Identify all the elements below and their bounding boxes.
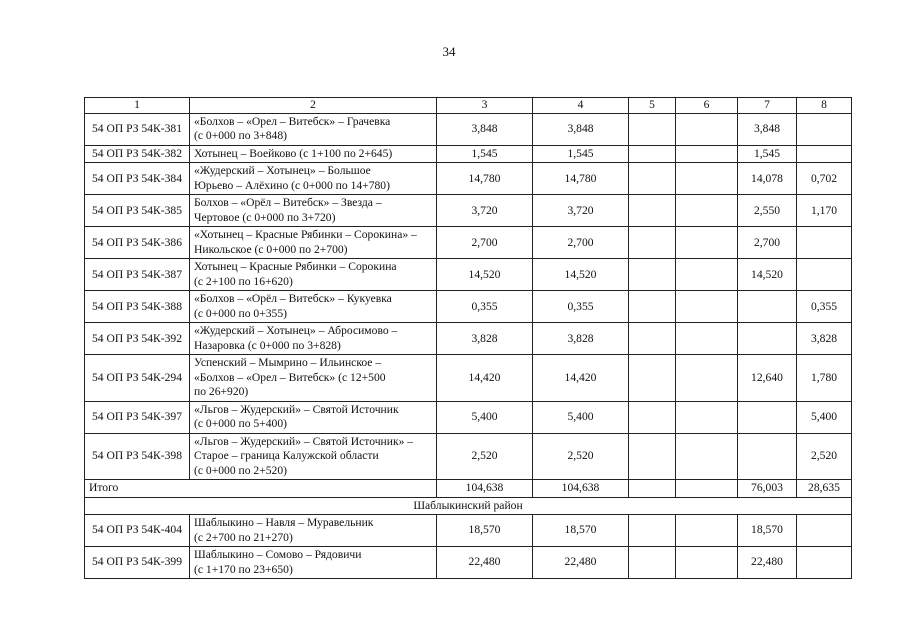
total-value-c6: [676, 480, 738, 497]
road-name-line: Хотынец – Воейково (с 1+100 по 2+645): [194, 146, 393, 160]
value-cell-c5: [629, 259, 676, 291]
road-code: 54 ОП РЗ 54К-397: [85, 401, 190, 433]
road-name-line: «Болхов – «Орел – Витебск» (с 12+500: [194, 370, 386, 384]
total-row: [85, 480, 852, 497]
road-name: [190, 291, 437, 323]
value-cell-c8: [797, 259, 852, 291]
value-cell-c5: [629, 291, 676, 323]
road-name: [190, 323, 437, 355]
total-value-c7: 76,003: [738, 480, 797, 497]
road-code: 54 ОП РЗ 54К-388: [85, 291, 190, 323]
road-name-line: «Льгов – Жудерский» – Святой Источник» –: [194, 434, 414, 448]
table-row: [85, 323, 852, 355]
value-cell-c7: 18,570: [738, 515, 797, 547]
value-cell-c3: 14,420: [437, 355, 533, 401]
value-cell-c7: 2,700: [738, 227, 797, 259]
value-cell-c8: 0,702: [797, 163, 852, 195]
value-cell-c7: [738, 291, 797, 323]
road-name: [190, 163, 437, 195]
road-name: [190, 259, 437, 291]
table-row: [85, 114, 852, 146]
road-name-line: (с 2+700 по 21+270): [194, 530, 293, 544]
road-name-line: (с 0+000 по 5+400): [194, 417, 288, 431]
value-cell-c4: 3,720: [533, 195, 629, 227]
value-cell-c6: [676, 323, 738, 355]
value-cell-c6: [676, 145, 738, 162]
value-cell-c6: [676, 259, 738, 291]
column-number: 8: [797, 98, 852, 114]
value-cell-c3: 5,400: [437, 401, 533, 433]
value-cell-c4: 2,520: [533, 433, 629, 479]
value-cell-c6: [676, 515, 738, 547]
road-code: 54 ОП РЗ 54К-399: [85, 547, 190, 579]
road-name-line: Хотынец – Красные Рябинки – Сорокина: [194, 260, 397, 274]
value-cell-c6: [676, 355, 738, 401]
column-number: 1: [85, 98, 190, 114]
value-cell-c7: 14,078: [738, 163, 797, 195]
value-cell-c8: [797, 515, 852, 547]
value-cell-c4: 14,780: [533, 163, 629, 195]
road-code: 54 ОП РЗ 54К-381: [85, 114, 190, 146]
column-number-header-row: [85, 98, 852, 114]
value-cell-c3: 2,520: [437, 433, 533, 479]
road-code: 54 ОП РЗ 54К-398: [85, 433, 190, 479]
road-name-line: Успенский – Мымрино – Ильинское –: [194, 356, 382, 370]
value-cell-c8: [797, 227, 852, 259]
road-code: 54 ОП РЗ 54К-294: [85, 355, 190, 401]
value-cell-c5: [629, 227, 676, 259]
roads-table: [84, 97, 852, 579]
value-cell-c6: [676, 227, 738, 259]
road-name-line: (с 2+100 по 16+620): [194, 274, 293, 288]
table-row: [85, 547, 852, 579]
value-cell-c6: [676, 114, 738, 146]
road-name: [190, 195, 437, 227]
road-code: 54 ОП РЗ 54К-385: [85, 195, 190, 227]
value-cell-c3: 3,720: [437, 195, 533, 227]
road-name: [190, 145, 437, 162]
district-row: [85, 497, 852, 514]
value-cell-c5: [629, 433, 676, 479]
value-cell-c3: 3,848: [437, 114, 533, 146]
table-row: [85, 355, 852, 401]
road-name-line: Болхов – «Орёл – Витебск» – Звезда –: [194, 196, 382, 210]
value-cell-c8: 0,355: [797, 291, 852, 323]
road-name: [190, 227, 437, 259]
road-code: 54 ОП РЗ 54К-386: [85, 227, 190, 259]
value-cell-c3: 1,545: [437, 145, 533, 162]
table-body: [85, 98, 852, 579]
page-number: 34: [442, 44, 456, 59]
road-name-line: «Болхов – «Орёл – Витебск» – Кукуевка: [194, 292, 392, 306]
value-cell-c4: 5,400: [533, 401, 629, 433]
district-name: Шаблыкинский район: [85, 497, 852, 514]
total-value-c5: [629, 480, 676, 497]
value-cell-c4: 18,570: [533, 515, 629, 547]
value-cell-c7: [738, 323, 797, 355]
value-cell-c7: [738, 401, 797, 433]
value-cell-c3: 2,700: [437, 227, 533, 259]
column-number: 6: [676, 98, 738, 114]
table-row: [85, 433, 852, 479]
value-cell-c6: [676, 547, 738, 579]
value-cell-c7: 22,480: [738, 547, 797, 579]
total-value-c4: 104,638: [533, 480, 629, 497]
road-name-line: Шаблыкино – Сомово – Рядовичи: [194, 548, 362, 562]
road-name: [190, 401, 437, 433]
table-row: [85, 195, 852, 227]
road-name-line: «Льгов – Жудерский» – Святой Источник: [194, 402, 399, 416]
value-cell-c3: 0,355: [437, 291, 533, 323]
value-cell-c8: 5,400: [797, 401, 852, 433]
column-number: 2: [190, 98, 437, 114]
value-cell-c7: 1,545: [738, 145, 797, 162]
road-name-line: по 26+920): [194, 385, 249, 399]
value-cell-c5: [629, 401, 676, 433]
value-cell-c8: 1,170: [797, 195, 852, 227]
road-name-line: (с 0+000 по 0+355): [194, 306, 288, 320]
value-cell-c4: 0,355: [533, 291, 629, 323]
value-cell-c5: [629, 114, 676, 146]
column-number: 5: [629, 98, 676, 114]
column-number: 4: [533, 98, 629, 114]
value-cell-c7: 14,520: [738, 259, 797, 291]
road-name-line: «Жудерский – Хотынец» – Большое: [194, 164, 371, 178]
table-row: [85, 145, 852, 162]
value-cell-c3: 14,520: [437, 259, 533, 291]
value-cell-c3: 3,828: [437, 323, 533, 355]
road-code: 54 ОП РЗ 54К-387: [85, 259, 190, 291]
value-cell-c8: [797, 145, 852, 162]
total-value-c3: 104,638: [437, 480, 533, 497]
value-cell-c3: 22,480: [437, 547, 533, 579]
value-cell-c8: [797, 114, 852, 146]
road-code: 54 ОП РЗ 54К-384: [85, 163, 190, 195]
road-name-line: «Жудерский – Хотынец» – Абросимово –: [194, 324, 398, 338]
road-code: 54 ОП РЗ 54К-392: [85, 323, 190, 355]
total-label: Итого: [85, 480, 437, 497]
road-name-line: Шаблыкино – Навля – Муравельник: [194, 516, 374, 530]
road-name-line: (с 1+170 по 23+650): [194, 562, 293, 576]
value-cell-c8: 3,828: [797, 323, 852, 355]
road-name-line: Никольское (с 0+000 по 2+700): [194, 242, 348, 256]
value-cell-c6: [676, 291, 738, 323]
road-name-line: «Болхов – «Орел – Витебск» – Грачевка: [194, 115, 391, 128]
value-cell-c7: 3,848: [738, 114, 797, 146]
value-cell-c4: 22,480: [533, 547, 629, 579]
total-value-c8: 28,635: [797, 480, 852, 497]
value-cell-c8: 1,780: [797, 355, 852, 401]
table-row: [85, 291, 852, 323]
table-row: [85, 515, 852, 547]
table-row: [85, 163, 852, 195]
road-name: [190, 515, 437, 547]
value-cell-c5: [629, 195, 676, 227]
value-cell-c5: [629, 323, 676, 355]
road-name: [190, 547, 437, 579]
road-name-line: (с 0+000 по 3+848): [194, 129, 288, 143]
value-cell-c8: 2,520: [797, 433, 852, 479]
value-cell-c7: [738, 433, 797, 479]
column-number: 3: [437, 98, 533, 114]
road-name-line: Старое – граница Калужской области: [194, 449, 379, 463]
road-name-line: «Хотынец – Красные Рябинки – Сорокина» –: [194, 228, 417, 242]
value-cell-c8: [797, 547, 852, 579]
value-cell-c6: [676, 195, 738, 227]
value-cell-c4: 3,828: [533, 323, 629, 355]
value-cell-c7: 2,550: [738, 195, 797, 227]
value-cell-c5: [629, 515, 676, 547]
value-cell-c4: 14,420: [533, 355, 629, 401]
table-row: [85, 227, 852, 259]
table-row: [85, 259, 852, 291]
road-name: [190, 114, 437, 146]
value-cell-c3: 14,780: [437, 163, 533, 195]
value-cell-c6: [676, 163, 738, 195]
value-cell-c4: 14,520: [533, 259, 629, 291]
road-code: 54 ОП РЗ 54К-404: [85, 515, 190, 547]
value-cell-c6: [676, 401, 738, 433]
road-name-line: (с 0+000 по 2+520): [194, 463, 288, 477]
value-cell-c5: [629, 355, 676, 401]
value-cell-c4: 2,700: [533, 227, 629, 259]
value-cell-c4: 1,545: [533, 145, 629, 162]
road-name: [190, 433, 437, 479]
value-cell-c5: [629, 547, 676, 579]
value-cell-c7: 12,640: [738, 355, 797, 401]
road-code: 54 ОП РЗ 54К-382: [85, 145, 190, 162]
value-cell-c6: [676, 433, 738, 479]
value-cell-c5: [629, 163, 676, 195]
column-number: 7: [738, 98, 797, 114]
value-cell-c4: 3,848: [533, 114, 629, 146]
value-cell-c5: [629, 145, 676, 162]
road-name-line: Назаровка (с 0+000 по 3+828): [194, 338, 341, 352]
road-name-line: Чертовое (с 0+000 по 3+720): [194, 210, 336, 224]
value-cell-c3: 18,570: [437, 515, 533, 547]
road-name-line: Юрьево – Алёхино (с 0+000 по 14+780): [194, 178, 390, 192]
road-name: [190, 355, 437, 401]
table-row: [85, 401, 852, 433]
